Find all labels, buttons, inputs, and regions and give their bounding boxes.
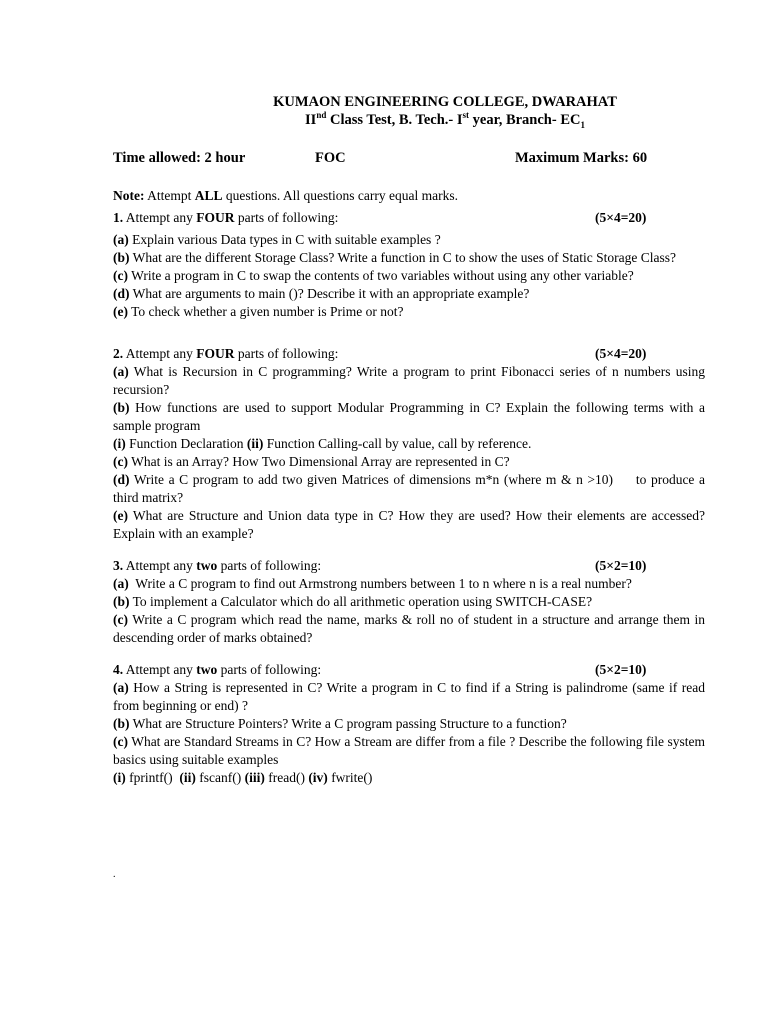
question-4-parts: [113, 679, 705, 787]
part-label: (ii): [179, 770, 196, 785]
part-label: (e): [113, 304, 128, 319]
part-text: Write a C program to add two given Matrices of dimensions m*n (where m & n >10) to produce a third matrix?: [113, 472, 709, 505]
question-part: [113, 471, 709, 507]
test-title-part: II: [305, 112, 317, 128]
part-text: Function Calling-call by value, call by reference.: [263, 436, 532, 451]
maximum-marks: Maximum Marks: 60: [515, 150, 648, 166]
question-number: 4.: [113, 662, 124, 677]
note-text: Attempt: [144, 188, 195, 203]
part-label: (a): [113, 364, 129, 379]
question-part: [113, 285, 705, 303]
part-text: What are Structure and Union data type in C? How they are used? How their elements are accessed? Explain with an example?: [113, 508, 705, 541]
part-label: (b): [113, 250, 130, 265]
part-label: (b): [113, 400, 130, 415]
part-label: (c): [113, 268, 128, 283]
question-marks: (5×2=10): [595, 662, 647, 677]
question-text: parts of following:: [234, 346, 339, 361]
part-text: What is an Array? How Two Dimensional Array are represented in C?: [127, 454, 510, 469]
question-count: FOUR: [196, 346, 235, 361]
part-label: (d): [113, 472, 130, 487]
part-text: Write a C program which read the name, marks & roll no of student in a structure and arrange them in descending order of marks obtained?: [113, 612, 705, 645]
question-text: parts of following:: [217, 662, 322, 677]
part-label: (ii): [246, 436, 264, 451]
test-title-sup: st: [462, 110, 470, 121]
note-text: questions. All questions carry equal marks.: [222, 188, 458, 203]
question-number: 3.: [113, 558, 124, 573]
question-marks: (5×4=20): [595, 210, 647, 225]
part-label: (b): [113, 716, 130, 731]
part-label: (c): [113, 612, 128, 627]
test-title-part: Class Test, B. Tech.- I: [326, 112, 463, 128]
question-part: [113, 733, 705, 769]
part-text: What are Standard Streams in C? How a Stream are differ from a file ? Describe the following file system basics using suitable examples: [113, 734, 705, 767]
part-text: What are the different Storage Class? Write a function in C to show the uses of Static Storage Class?: [129, 250, 676, 265]
question-part: [113, 611, 705, 647]
part-label: (i): [113, 770, 126, 785]
note-emphasis: ALL: [194, 188, 223, 203]
college-name: KUMAON ENGINEERING COLLEGE, DWARAHAT: [273, 94, 617, 110]
question-3-heading: [113, 557, 705, 575]
question-subpart: [113, 769, 705, 787]
part-label: (i): [113, 436, 126, 451]
question-number: 1.: [113, 210, 124, 225]
question-2-heading: [113, 345, 705, 363]
question-part: [113, 507, 705, 543]
question-part: [113, 303, 705, 321]
note-label: Note:: [113, 188, 145, 203]
question-marks: (5×4=20): [595, 346, 647, 361]
part-text: Explain various Data types in C with suitable examples ?: [128, 232, 441, 247]
question-part: [113, 231, 705, 249]
question-text: Attempt any: [123, 210, 197, 225]
part-label: (a): [113, 576, 129, 591]
part-text: To implement a Calculator which do all arithmetic operation using SWITCH-CASE?: [129, 594, 593, 609]
exam-paper: [113, 93, 709, 787]
part-label: (c): [113, 454, 128, 469]
part-label: (iv): [308, 770, 328, 785]
question-part: [113, 363, 705, 399]
question-part: [113, 715, 705, 733]
question-count: two: [196, 558, 218, 573]
question-part: [113, 593, 705, 611]
question-part: [113, 575, 705, 593]
part-text: To check whether a given number is Prime or not?: [127, 304, 404, 319]
question-part: [113, 679, 705, 715]
subject-code: FOC: [315, 150, 346, 166]
exam-meta: [113, 149, 705, 167]
part-text: fread(): [264, 770, 309, 785]
part-label: (c): [113, 734, 128, 749]
question-part: [113, 399, 705, 435]
part-text: What is Recursion in C programming? Write a program to print Fibonacci series of n numbers using recursion?: [113, 364, 705, 397]
test-title: [185, 111, 705, 129]
part-text: How functions are used to support Modular Programming in C? Explain the following terms with a sample program: [113, 400, 705, 433]
question-part: [113, 267, 705, 285]
question-number: 2.: [113, 346, 124, 361]
question-part: [113, 249, 705, 267]
part-text: fprintf(): [125, 770, 180, 785]
part-label: (e): [113, 508, 128, 523]
part-text: fscanf(): [195, 770, 245, 785]
question-count: FOUR: [196, 210, 235, 225]
test-title-sub: 1: [580, 119, 585, 130]
part-label: (a): [113, 680, 129, 695]
part-text: Write a C program to find out Armstrong numbers between 1 to n where n is a real number?: [128, 576, 632, 591]
part-text: How a String is represented in C? Write a program in C to find if a String is palindrome (same if read from beginning or end) ?: [113, 680, 705, 713]
part-label: (iii): [244, 770, 265, 785]
part-text: fwrite(): [327, 770, 373, 785]
test-title-sup: nd: [316, 110, 327, 121]
part-label: (a): [113, 232, 129, 247]
question-count: two: [196, 662, 218, 677]
question-2-parts: [113, 363, 709, 543]
note: [113, 187, 705, 205]
part-text: Function Declaration: [125, 436, 247, 451]
part-label: (b): [113, 594, 130, 609]
footer-dot: .: [113, 869, 116, 880]
test-title-part: year, Branch- EC: [469, 112, 581, 128]
question-part: [113, 453, 705, 471]
question-3-parts: [113, 575, 705, 647]
part-text: What are arguments to main ()? Describe it with an appropriate example?: [129, 286, 530, 301]
question-marks: (5×2=10): [595, 558, 647, 573]
question-text: parts of following:: [234, 210, 339, 225]
part-text: What are Structure Pointers? Write a C program passing Structure to a function?: [129, 716, 567, 731]
part-label: (d): [113, 286, 130, 301]
question-1-heading: [113, 209, 705, 227]
question-text: Attempt any: [123, 558, 197, 573]
question-4-heading: [113, 661, 705, 679]
question-text: Attempt any: [123, 662, 197, 677]
question-text: Attempt any: [123, 346, 197, 361]
time-allowed: Time allowed: 2 hour: [113, 150, 246, 166]
question-1-parts: [113, 231, 705, 321]
part-text: Write a program in C to swap the contents of two variables without using any other variable?: [127, 268, 634, 283]
question-text: parts of following:: [217, 558, 322, 573]
question-subpart: [113, 435, 705, 453]
